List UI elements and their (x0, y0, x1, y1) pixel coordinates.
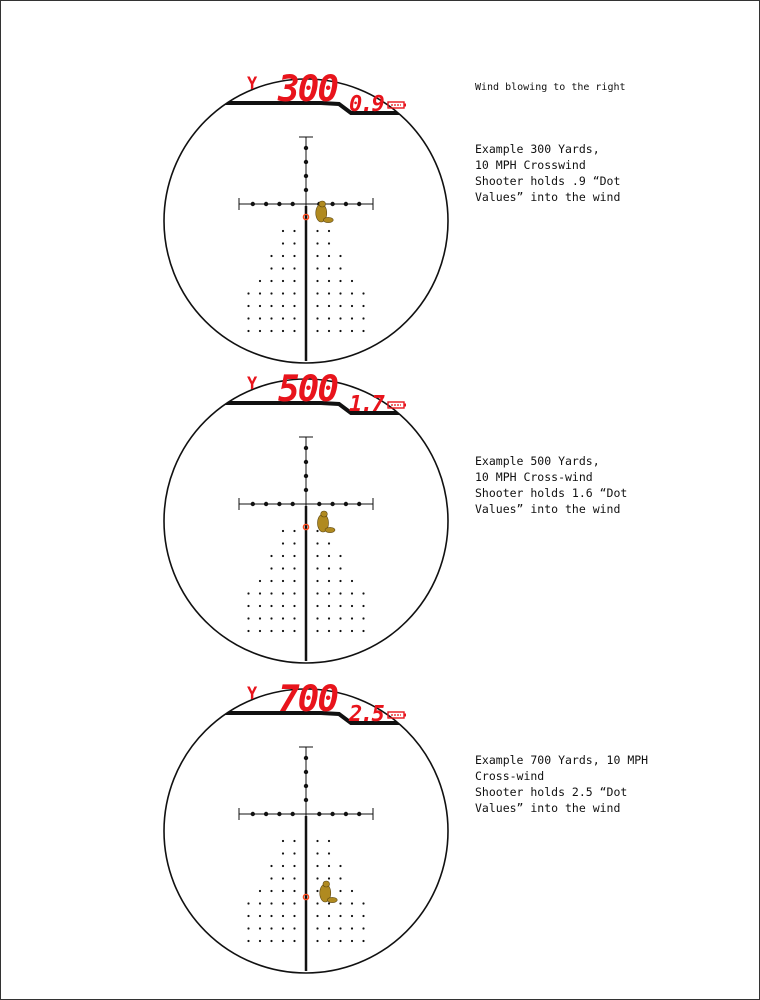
holdover-dot (328, 605, 330, 607)
holdover-dot (328, 865, 330, 867)
holdover-dot (293, 877, 295, 879)
holdover-dot (270, 280, 272, 282)
holdover-dot (339, 580, 341, 582)
holdover-dot (328, 567, 330, 569)
holdover-dot (316, 915, 318, 917)
holdover-dot (270, 865, 272, 867)
hold-readout: 0.9 (349, 92, 383, 117)
hold-readout: 2.5 (349, 702, 383, 727)
scope-view-300 (1, 61, 760, 371)
holdover-dot (270, 877, 272, 879)
scope-caption-700: Example 700 Yards, 10 MPH Cross-wind Shooter holds 2.5 “Dot Values” into the wind (475, 753, 649, 815)
holdover-dot (362, 927, 364, 929)
holdover-dot (282, 617, 284, 619)
holdover-dot (316, 555, 318, 557)
holdover-dot (328, 230, 330, 232)
holdover-dot (328, 877, 330, 879)
holdover-dot (293, 630, 295, 632)
horizontal-dot (330, 202, 334, 206)
holdover-dot (270, 940, 272, 942)
holdover-dot (339, 305, 341, 307)
holdover-dot (282, 555, 284, 557)
holdover-dot (328, 940, 330, 942)
holdover-dot (293, 592, 295, 594)
holdover-dot (316, 605, 318, 607)
holdover-dot (351, 617, 353, 619)
horizontal-dot (357, 812, 361, 816)
holdover-dot (328, 592, 330, 594)
holdover-dot (282, 927, 284, 929)
holdover-dot (316, 255, 318, 257)
holdover-dot (293, 305, 295, 307)
holdover-dot (247, 292, 249, 294)
horizontal-dot (330, 502, 334, 506)
holdover-dot (328, 580, 330, 582)
holdover-dot (316, 267, 318, 269)
holdover-dot (328, 242, 330, 244)
wind-direction-note: Wind blowing to the right (475, 82, 626, 93)
holdover-dot (259, 915, 261, 917)
holdover-dot (316, 580, 318, 582)
scope-reticle-700 (1, 671, 461, 981)
holdover-dot (293, 255, 295, 257)
horizontal-dot (317, 812, 321, 816)
horizontal-dot (251, 202, 255, 206)
holdover-dot (328, 555, 330, 557)
vertical-dot (304, 174, 308, 178)
vertical-dot (304, 160, 308, 164)
holdover-dot (362, 317, 364, 319)
holdover-dot (259, 630, 261, 632)
prairie-dog-icon (318, 511, 336, 533)
holdover-dot (351, 630, 353, 632)
scope-caption-500: Example 500 Yards, 10 MPH Cross-wind Shooter holds 1.6 “Dot Values” into the wind (475, 454, 628, 516)
holdover-dot (362, 330, 364, 332)
holdover-dot (270, 330, 272, 332)
holdover-dot (247, 605, 249, 607)
holdover-dot (362, 902, 364, 904)
holdover-dot (270, 915, 272, 917)
range-readout: 500 (278, 369, 338, 410)
holdover-dot (259, 927, 261, 929)
holdover-dot (316, 877, 318, 879)
holdover-dot (339, 292, 341, 294)
horizontal-dot (291, 812, 295, 816)
holdover-dot (282, 255, 284, 257)
holdover-dot (328, 305, 330, 307)
holdover-dot (316, 630, 318, 632)
scope-caption-300: Example 300 Yards, 10 MPH Crosswind Shooter holds .9 “Dot Values” into the wind (475, 142, 621, 204)
holdover-dot (259, 330, 261, 332)
holdover-dot (316, 280, 318, 282)
holdover-dot (247, 592, 249, 594)
holdover-dot (259, 305, 261, 307)
holdover-dot (293, 542, 295, 544)
vertical-dot (304, 784, 308, 788)
holdover-dot (362, 605, 364, 607)
holdover-dot (247, 617, 249, 619)
holdover-dot (351, 330, 353, 332)
holdover-dot (293, 530, 295, 532)
holdover-dot (293, 915, 295, 917)
horizontal-dot (344, 812, 348, 816)
holdover-dot (270, 317, 272, 319)
holdover-dot (339, 630, 341, 632)
holdover-dot (316, 242, 318, 244)
holdover-dot (282, 605, 284, 607)
holdover-dot (247, 902, 249, 904)
holdover-dot (247, 630, 249, 632)
holdover-dot (282, 530, 284, 532)
holdover-dot (339, 877, 341, 879)
holdover-dot (293, 242, 295, 244)
holdover-dot (270, 255, 272, 257)
holdover-dot (247, 305, 249, 307)
holdover-dot (328, 292, 330, 294)
holdover-dot (339, 330, 341, 332)
holdover-dot (259, 902, 261, 904)
holdover-dot (339, 255, 341, 257)
holdover-dot (328, 267, 330, 269)
holdover-dot (351, 915, 353, 917)
holdover-dot (328, 542, 330, 544)
holdover-dot (339, 567, 341, 569)
holdover-dot (293, 865, 295, 867)
holdover-dot (282, 940, 284, 942)
holdover-dot (282, 292, 284, 294)
holdover-dot (351, 940, 353, 942)
holdover-dot (270, 927, 272, 929)
holdover-dot (259, 292, 261, 294)
holdover-dot (351, 605, 353, 607)
vertical-dot (304, 798, 308, 802)
holdover-dot (362, 292, 364, 294)
holdover-dot (362, 617, 364, 619)
horizontal-dot (291, 502, 295, 506)
scope-reticle-500 (1, 361, 461, 671)
holdover-dot (293, 280, 295, 282)
holdover-dot (362, 592, 364, 594)
horizontal-dot (330, 812, 334, 816)
holdover-dot (282, 840, 284, 842)
holdover-dot (293, 567, 295, 569)
holdover-dot (247, 317, 249, 319)
vertical-dot (304, 146, 308, 150)
holdover-dot (293, 580, 295, 582)
horizontal-dot (264, 812, 268, 816)
holdover-dot (259, 617, 261, 619)
horizontal-dot (277, 502, 281, 506)
holdover-dot (316, 890, 318, 892)
holdover-dot (339, 927, 341, 929)
holdover-dot (328, 840, 330, 842)
holdover-dot (339, 317, 341, 319)
scope-view-500 (1, 361, 760, 671)
holdover-dot (339, 915, 341, 917)
horizontal-dot (344, 202, 348, 206)
holdover-dot (316, 617, 318, 619)
horizontal-dot (277, 812, 281, 816)
vertical-dot (304, 488, 308, 492)
holdover-dot (316, 567, 318, 569)
holdover-dot (270, 617, 272, 619)
holdover-dot (339, 940, 341, 942)
holdover-dot (282, 280, 284, 282)
holdover-dot (293, 230, 295, 232)
range-readout: 700 (278, 679, 338, 720)
holdover-dot (259, 940, 261, 942)
holdover-dot (339, 592, 341, 594)
holdover-dot (328, 330, 330, 332)
holdover-dot (328, 902, 330, 904)
holdover-dot (351, 305, 353, 307)
horizontal-dot (317, 502, 321, 506)
holdover-dot (282, 865, 284, 867)
holdover-dot (316, 840, 318, 842)
holdover-dot (259, 580, 261, 582)
holdover-dot (270, 580, 272, 582)
holdover-dot (316, 330, 318, 332)
horizontal-dot (357, 202, 361, 206)
vertical-dot (304, 770, 308, 774)
holdover-dot (282, 877, 284, 879)
holdover-dot (270, 267, 272, 269)
range-readout: 300 (278, 69, 338, 110)
horizontal-dot (277, 202, 281, 206)
range-unit-label: Y (247, 684, 256, 704)
holdover-dot (293, 890, 295, 892)
horizontal-dot (344, 502, 348, 506)
holdover-dot (282, 542, 284, 544)
holdover-dot (362, 940, 364, 942)
holdover-dot (293, 840, 295, 842)
holdover-dot (282, 630, 284, 632)
hold-readout: 1.7 (349, 392, 383, 417)
holdover-dot (339, 267, 341, 269)
range-unit-label: Y (247, 74, 256, 94)
holdover-dot (328, 255, 330, 257)
holdover-dot (293, 555, 295, 557)
scope-view-700 (1, 671, 760, 981)
holdover-dot (328, 280, 330, 282)
holdover-dot (293, 317, 295, 319)
vertical-dot (304, 188, 308, 192)
holdover-dot (293, 902, 295, 904)
scope-field (171, 713, 421, 971)
holdover-dot (328, 915, 330, 917)
holdover-dot (259, 890, 261, 892)
holdover-dot (362, 305, 364, 307)
horizontal-dot (251, 502, 255, 506)
horizontal-dot (264, 502, 268, 506)
holdover-dot (270, 305, 272, 307)
holdover-dot (339, 865, 341, 867)
holdover-dot (282, 915, 284, 917)
scope-reticle-300 (1, 61, 461, 371)
holdover-dot (351, 580, 353, 582)
holdover-dot (247, 940, 249, 942)
holdover-dot (282, 567, 284, 569)
holdover-dot (316, 530, 318, 532)
holdover-dot (282, 592, 284, 594)
horizontal-dot (291, 202, 295, 206)
holdover-dot (270, 555, 272, 557)
holdover-dot (362, 915, 364, 917)
holdover-dot (316, 865, 318, 867)
holdover-dot (270, 292, 272, 294)
holdover-dot (282, 230, 284, 232)
holdover-dot (351, 317, 353, 319)
holdover-dot (316, 230, 318, 232)
holdover-dot (282, 242, 284, 244)
scope-field (171, 103, 421, 361)
vertical-dot (304, 446, 308, 450)
holdover-dot (293, 330, 295, 332)
holdover-dot (247, 330, 249, 332)
holdover-dot (339, 617, 341, 619)
holdover-dot (316, 940, 318, 942)
horizontal-dot (357, 502, 361, 506)
holdover-dot (270, 567, 272, 569)
holdover-dot (270, 890, 272, 892)
holdover-dot (282, 902, 284, 904)
holdover-dot (339, 555, 341, 557)
holdover-dot (293, 617, 295, 619)
holdover-dot (316, 292, 318, 294)
holdover-dot (351, 890, 353, 892)
holdover-dot (282, 890, 284, 892)
range-unit-label: Y (247, 374, 256, 394)
holdover-dot (259, 280, 261, 282)
holdover-dot (328, 317, 330, 319)
holdover-dot (328, 927, 330, 929)
holdover-dot (351, 592, 353, 594)
holdover-dot (293, 292, 295, 294)
holdover-dot (247, 915, 249, 917)
holdover-dot (259, 592, 261, 594)
holdover-dot (293, 852, 295, 854)
holdover-dot (293, 267, 295, 269)
holdover-dot (339, 280, 341, 282)
holdover-dot (270, 592, 272, 594)
holdover-dot (351, 292, 353, 294)
holdover-dot (259, 317, 261, 319)
holdover-dot (293, 940, 295, 942)
holdover-dot (351, 280, 353, 282)
holdover-dot (339, 902, 341, 904)
holdover-dot (270, 902, 272, 904)
holdover-dot (351, 902, 353, 904)
holdover-dot (316, 927, 318, 929)
holdover-dot (282, 852, 284, 854)
holdover-dot (328, 617, 330, 619)
holdover-dot (339, 890, 341, 892)
holdover-dot (282, 330, 284, 332)
holdover-dot (351, 927, 353, 929)
horizontal-dot (251, 812, 255, 816)
scope-field (171, 403, 421, 661)
holdover-dot (270, 630, 272, 632)
holdover-dot (259, 605, 261, 607)
holdover-dot (282, 305, 284, 307)
vertical-dot (304, 460, 308, 464)
holdover-dot (316, 305, 318, 307)
holdover-dot (316, 902, 318, 904)
holdover-dot (328, 852, 330, 854)
holdover-dot (270, 605, 272, 607)
holdover-dot (282, 267, 284, 269)
holdover-dot (316, 542, 318, 544)
holdover-dot (316, 592, 318, 594)
holdover-dot (316, 317, 318, 319)
vertical-dot (304, 474, 308, 478)
holdover-dot (282, 580, 284, 582)
holdover-dot (339, 605, 341, 607)
holdover-dot (316, 852, 318, 854)
holdover-dot (293, 605, 295, 607)
vertical-dot (304, 756, 308, 760)
holdover-dot (293, 927, 295, 929)
holdover-dot (362, 630, 364, 632)
horizontal-dot (264, 202, 268, 206)
holdover-dot (328, 630, 330, 632)
prairie-dog-icon (320, 881, 338, 903)
holdover-dot (247, 927, 249, 929)
holdover-dot (282, 317, 284, 319)
